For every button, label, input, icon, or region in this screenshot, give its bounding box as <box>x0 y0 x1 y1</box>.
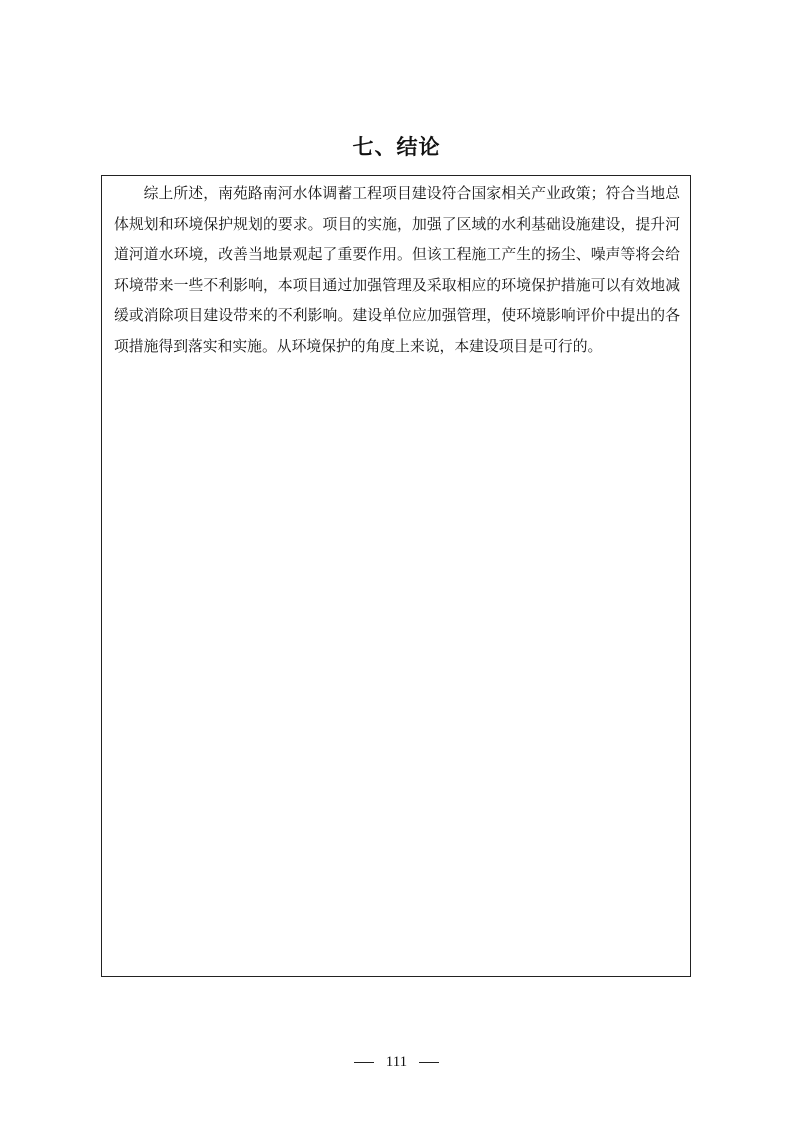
footer-dash-right <box>419 1062 439 1063</box>
footer-dash-left <box>354 1062 374 1063</box>
page-number: 111 <box>385 1054 408 1070</box>
conclusion-box <box>101 175 691 977</box>
page-footer <box>0 1054 793 1071</box>
section-title: 七、结论 <box>352 135 441 159</box>
conclusion-paragraph: 综上所述，南苑路南河水体调蓄工程项目建设符合国家相关产业政策；符合当地总体规划和环境保护规划的要求。项目的实施，加强了区域的水利基础设施建设，提升河道河道水环境，改善当地景观起了重要作用。但该工程施工产生的扬尘、噪声等将会给环境带来一些不利影响，本项目通过加强管理及采取相应的环境保护措施可以有效地减缓或消除项目建设带来的不利影响。建设单位应加强管理，使环境影响评价中提出的各项措施得到落实和实施。从环境保护的角度上来说，本建设项目是可行的。 <box>114 185 680 355</box>
